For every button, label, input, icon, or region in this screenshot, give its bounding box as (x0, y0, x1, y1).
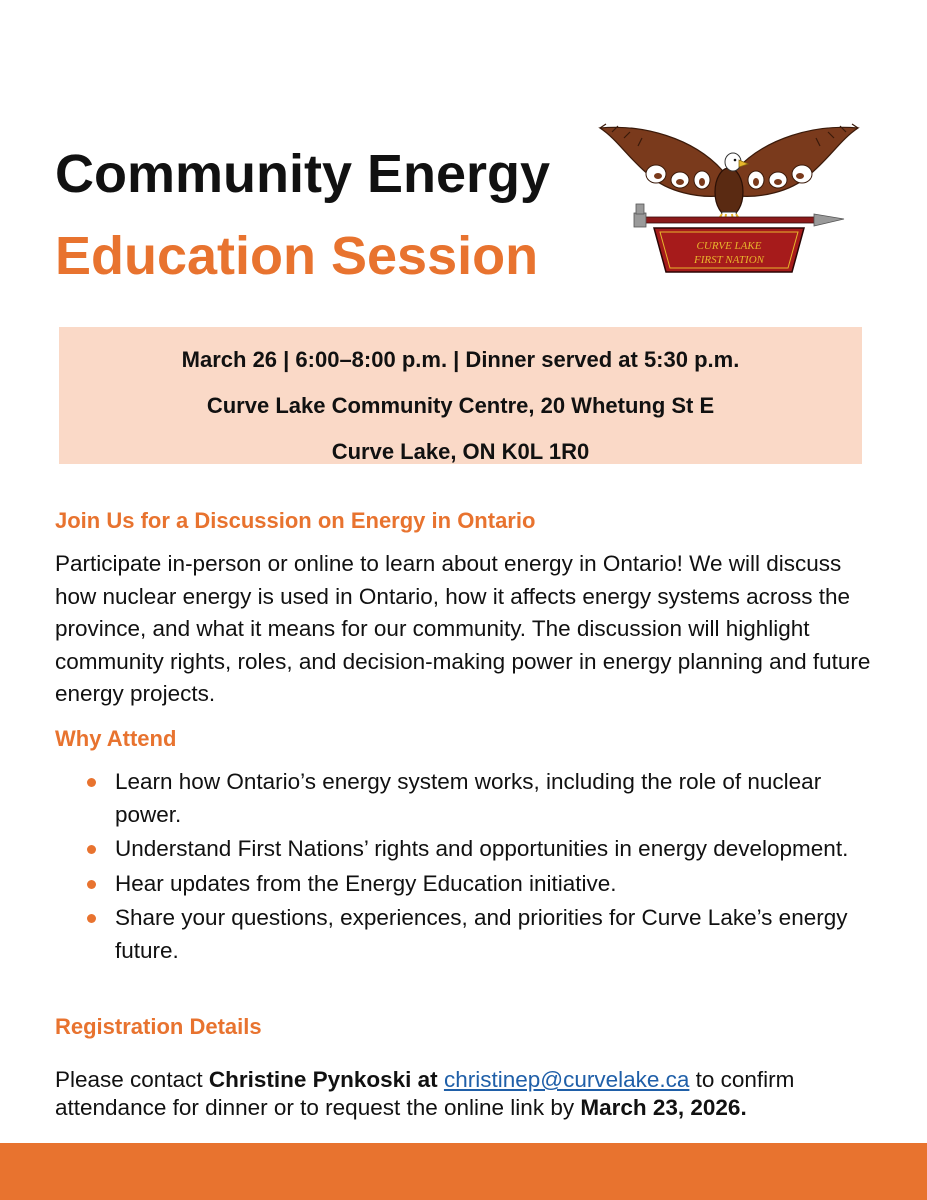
list-item (55, 833, 885, 866)
event-info-box (59, 327, 862, 464)
list-item (55, 902, 885, 967)
discussion-heading: Join Us for a Discussion on Energy in Ontario (55, 508, 536, 533)
logo-text-line1: CURVE LAKE (696, 240, 762, 252)
bullet-icon (87, 845, 96, 854)
footer-bar (0, 1143, 927, 1200)
bullet-icon (87, 778, 96, 787)
list-item-text: Share your questions, experiences, and priorities for Curve Lake’s energy future. (115, 905, 848, 963)
curve-lake-first-nation-logo (598, 118, 860, 280)
page-title-line1: Community Energy (55, 144, 551, 204)
list-item-text: Understand First Nations’ rights and opportunities in energy development. (115, 836, 849, 861)
list-item-text: Learn how Ontario’s energy system works, including the role of nuclear power. (115, 769, 822, 827)
contact-name: Christine Pynkoski at (208, 1067, 438, 1092)
event-venue: Curve Lake Community Centre, 20 Whetung St E (206, 393, 715, 418)
discussion-body: Participate in-person or online to learn about energy in Ontario! We will discuss how nuclear energy is used in Ontario, how it affects energy systems across the province, and what it means for our community. The discussion will highlight community rights, roles, and decision-making power in energy planning and future energy projects. (55, 551, 871, 706)
why-attend-heading: Why Attend (55, 726, 177, 751)
list-item (55, 868, 885, 901)
event-city: Curve Lake, ON K0L 1R0 (331, 439, 590, 464)
event-date-time: March 26 | 6:00–8:00 p.m. | Dinner served at 5:30 p.m. (181, 347, 740, 372)
why-attend-list (55, 766, 885, 969)
logo-text-line2: FIRST NATION (694, 254, 764, 266)
registration-text (55, 1066, 905, 1122)
page-title-line2: Education Session (55, 226, 539, 286)
bullet-icon (87, 880, 96, 889)
list-item (55, 766, 885, 831)
registration-text-middle: to confirm attendance for dinner or to request the online link by (55, 1067, 795, 1120)
registration-deadline: March 23, 2026. (580, 1095, 747, 1120)
bullet-icon (87, 914, 96, 923)
registration-heading: Registration Details (55, 1014, 262, 1039)
registration-text-start: Please contact (55, 1067, 209, 1092)
contact-email-link[interactable]: christinep@curvelake.ca (443, 1067, 690, 1092)
list-item-text: Hear updates from the Energy Education initiative. (115, 870, 617, 896)
